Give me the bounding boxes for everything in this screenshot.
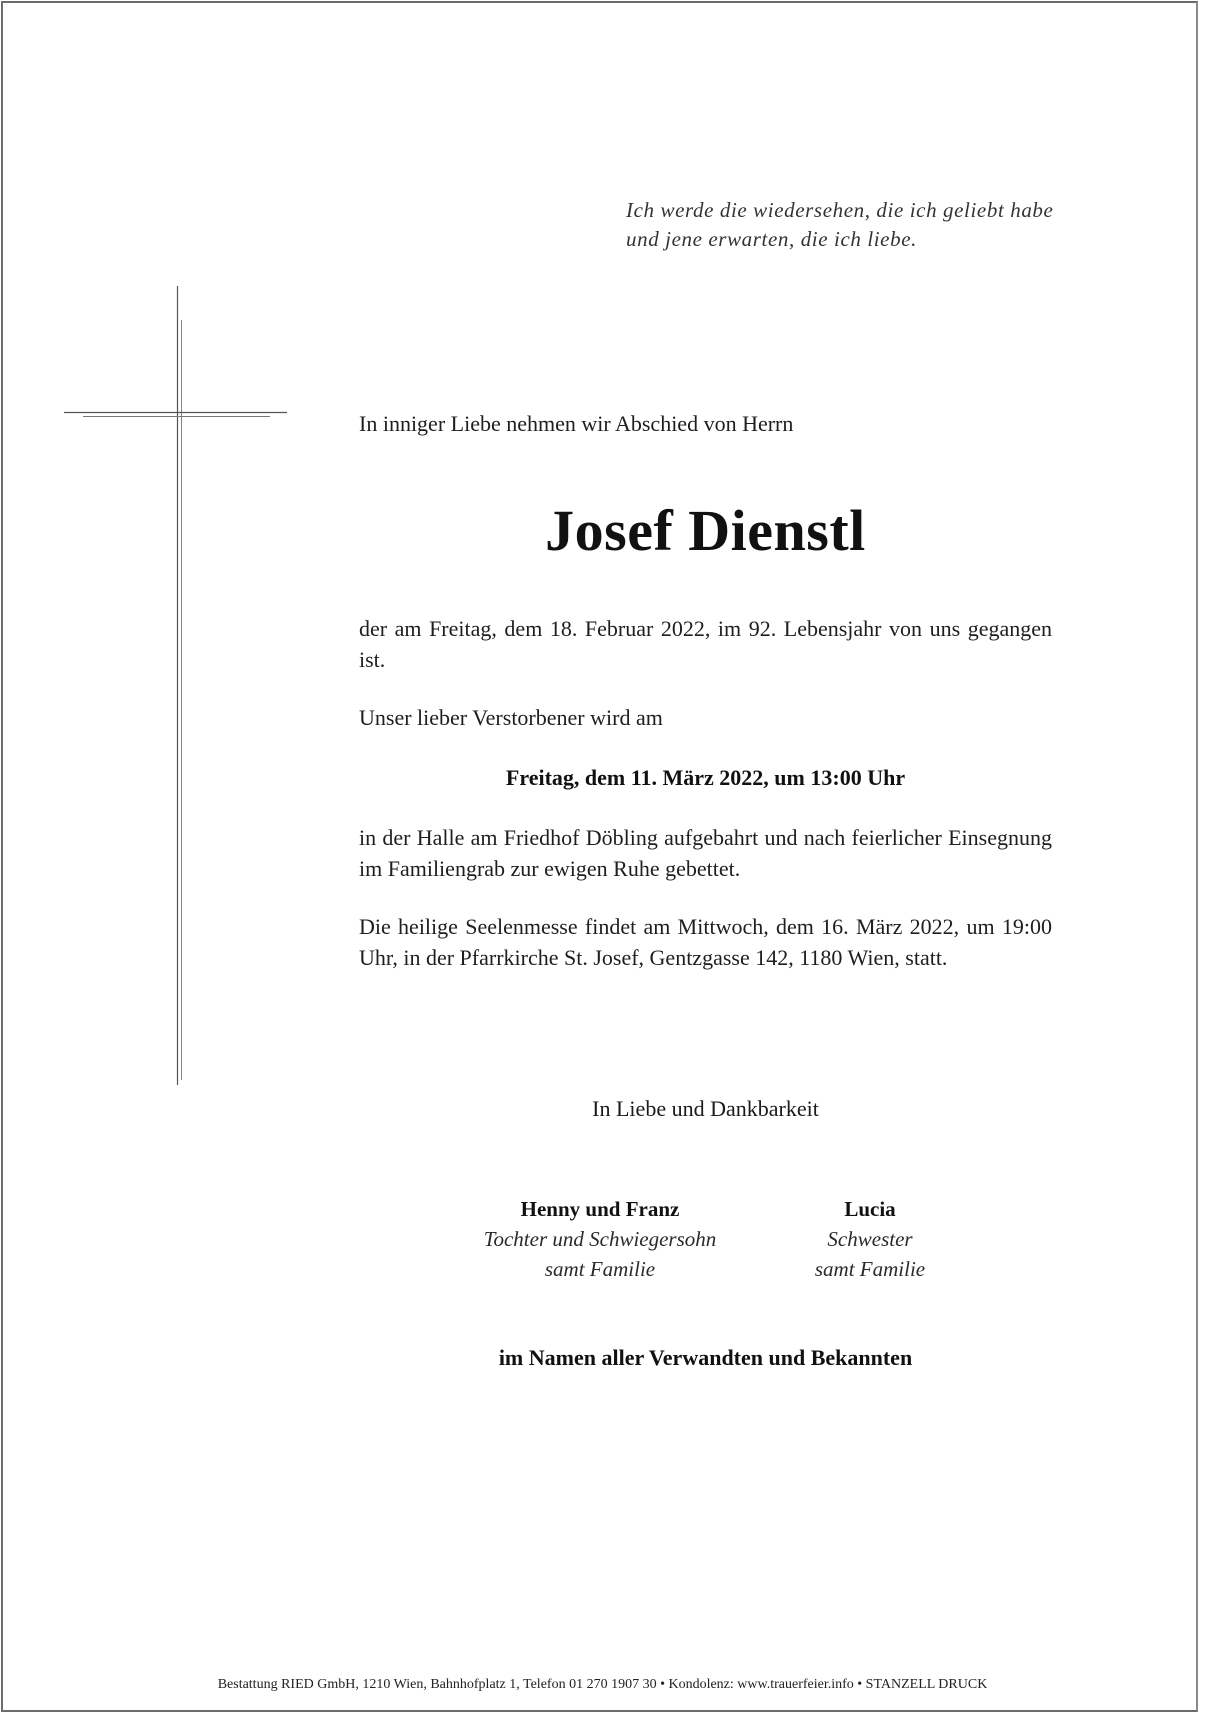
deceased-name: Josef Dienstl: [545, 498, 866, 563]
intro-text: In inniger Liebe nehmen wir Abschied von Herrn: [359, 411, 794, 436]
mourner-relation: Schwester: [827, 1227, 913, 1251]
mourner-block: [455, 1194, 745, 1284]
closing-text: im Namen aller Verwandten und Bekannten: [498, 1345, 913, 1370]
mourner-name: Henny und Franz: [520, 1197, 680, 1221]
motto-quote: [626, 196, 1146, 254]
motto-line-2: und jene erwarten, die ich liebe.: [626, 227, 917, 251]
mourner-relation: Tochter und Schwiegersohn: [483, 1227, 717, 1251]
death-notice: der am Freitag, dem 18. Februar 2022, im 92. Lebensjahr von uns gegangen ist.: [359, 616, 1052, 672]
burial-text: in der Halle am Friedhof Döbling aufgebahrt und nach feierlicher Einsegnung im Familiengrab zur ewigen Ruhe gebettet.: [359, 825, 1052, 881]
mourner-family: samt Familie: [544, 1257, 656, 1281]
mourner-name: Lucia: [844, 1197, 896, 1221]
funeral-date: Freitag, dem 11. März 2022, um 13:00 Uhr: [505, 765, 906, 790]
mourner-family: samt Familie: [814, 1257, 926, 1281]
cross-icon: [0, 0, 300, 1100]
mass-text: Die heilige Seelenmesse findet am Mittwoch, dem 16. März 2022, um 19:00 Uhr, in der Pfarrkirche St. Josef, Gentzgasse 142, 1180 Wien, statt.: [359, 914, 1052, 970]
thanks-text: In Liebe und Dankbarkeit: [592, 1096, 819, 1121]
announcement-text: Unser lieber Verstorbener wird am: [359, 705, 663, 730]
footer-imprint: Bestattung RIED GmbH, 1210 Wien, Bahnhofplatz 1, Telefon 01 270 1907 30 • Kondolenz: www.trauerfeier.info • STANZELL DRUCK: [217, 1677, 988, 1692]
mourner-block: [770, 1194, 970, 1284]
motto-line-1: Ich werde die wiedersehen, die ich geliebt habe: [626, 198, 1054, 222]
